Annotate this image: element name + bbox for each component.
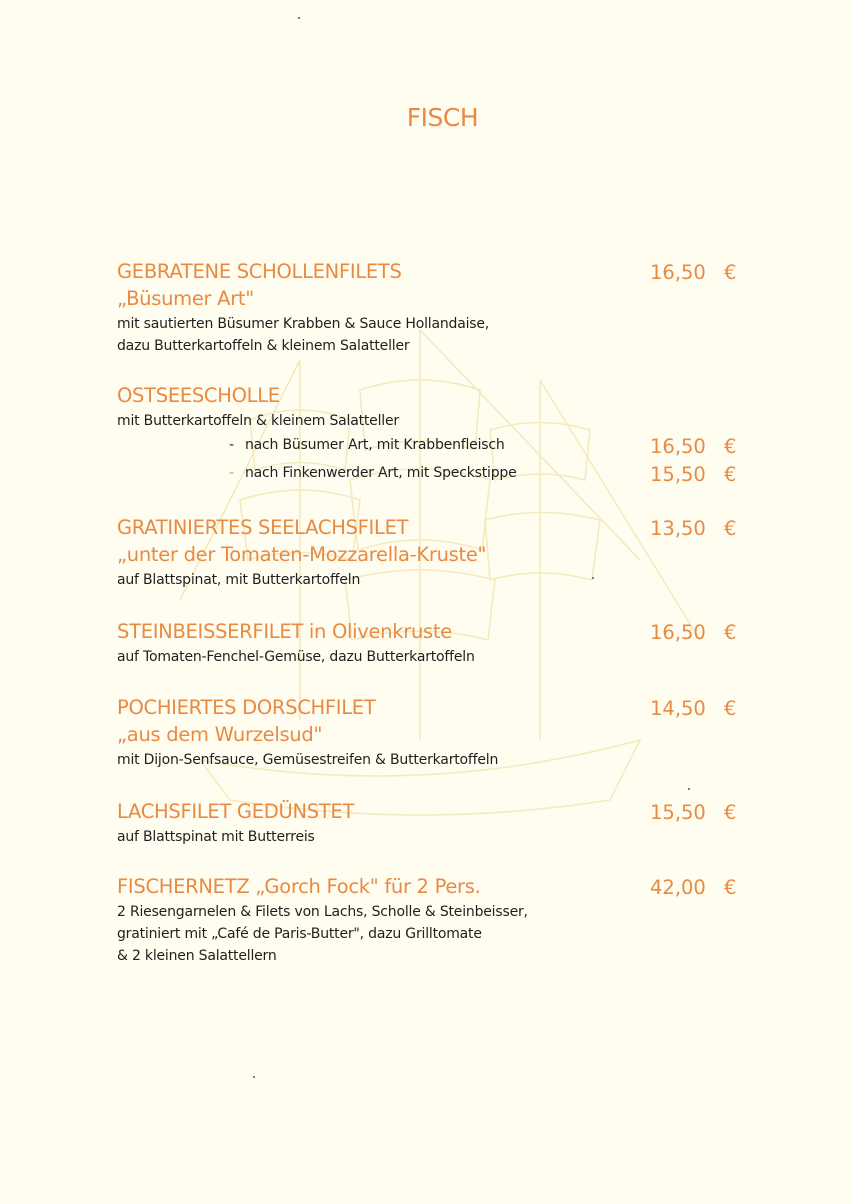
scan-speck [253, 1076, 255, 1078]
dish-description: auf Tomaten-Fenchel-Gemüse, dazu Butterkartoffeln [117, 649, 475, 665]
euro-symbol: € [724, 463, 737, 486]
dish-price [650, 800, 740, 826]
dish-name: GRATINIERTES SEELACHSFILET [117, 516, 409, 539]
dish-description: 2 Riesengarnelen & Filets von Lachs, Scholle & Steinbeisser, [117, 904, 528, 920]
scan-speck [688, 788, 690, 790]
dish-price [650, 620, 740, 646]
dish-name: LACHSFILET GEDÜNSTET [117, 800, 355, 823]
dish-name: OSTSEESCHOLLE [117, 384, 280, 407]
dish-subtitle: „aus dem Wurzelsud" [117, 723, 323, 746]
price-value: 13,50 [650, 517, 706, 540]
dish-description: & 2 kleinen Salattellern [117, 948, 277, 964]
dish-name: STEINBEISSERFILET in Olivenkruste [117, 620, 452, 643]
euro-symbol: € [724, 697, 737, 720]
euro-symbol: € [724, 621, 737, 644]
scan-speck [298, 17, 300, 19]
dish-fischernetz-gorch-fock [117, 874, 757, 967]
variant-text: nach Finkenwerder Art, mit Speckstippe [245, 465, 517, 481]
price-value: 15,50 [650, 801, 706, 824]
dish-price [650, 696, 740, 722]
dish-description: mit Butterkartoffeln & kleinem Salatteller [117, 413, 399, 429]
dish-description: auf Blattspinat, mit Butterkartoffeln [117, 572, 361, 588]
variant-dash: - [229, 465, 235, 481]
dish-subtitle: „unter der Tomaten-Mozzarella-Kruste" [117, 543, 487, 566]
price-value: 14,50 [650, 697, 706, 720]
dish-ostseescholle [117, 383, 757, 486]
dish-description: mit sautierten Büsumer Krabben & Sauce Hollandaise, [117, 316, 490, 332]
variant-finkenwerder-art [117, 463, 757, 491]
euro-symbol: € [724, 876, 737, 899]
dish-gratiniertes-seelachsfilet [117, 515, 757, 591]
dish-description: mit Dijon-Senfsauce, Gemüsestreifen & Butterkartoffeln [117, 752, 499, 768]
dish-description: gratiniert mit „Café de Paris-Butter", dazu Grilltomate [117, 926, 482, 942]
dish-name: FISCHERNETZ „Gorch Fock" für 2 Pers. [117, 875, 481, 898]
dish-lachsfilet-geduenstet [117, 799, 757, 848]
dish-subtitle: „Büsumer Art" [117, 287, 254, 310]
price-value: 42,00 [650, 876, 706, 899]
price-value: 15,50 [650, 463, 706, 486]
menu-title: FISCH [406, 103, 479, 132]
variant-price [650, 434, 740, 460]
dish-price [650, 875, 740, 901]
variant-text: nach Büsumer Art, mit Krabbenfleisch [245, 437, 505, 453]
euro-symbol: € [724, 435, 737, 458]
dish-gebratene-schollenfilets [117, 259, 757, 357]
variant-buesumer-art [117, 435, 757, 463]
variant-dash: - [229, 437, 235, 453]
price-value: 16,50 [650, 621, 706, 644]
euro-symbol: € [724, 261, 737, 284]
euro-symbol: € [724, 801, 737, 824]
price-value: 16,50 [650, 435, 706, 458]
dish-description: auf Blattspinat mit Butterreis [117, 829, 315, 845]
variant-price [650, 462, 740, 488]
dish-steinbeisserfilet [117, 619, 757, 668]
scan-speck [592, 577, 594, 579]
dish-name: POCHIERTES DORSCHFILET [117, 696, 376, 719]
dish-price [650, 516, 740, 542]
dish-description: dazu Butterkartoffeln & kleinem Salatteller [117, 338, 410, 354]
dish-name: GEBRATENE SCHOLLENFILETS [117, 260, 402, 283]
euro-symbol: € [724, 517, 737, 540]
dish-price [650, 260, 740, 286]
price-value: 16,50 [650, 261, 706, 284]
dish-pochiertes-dorschfilet [117, 695, 757, 771]
